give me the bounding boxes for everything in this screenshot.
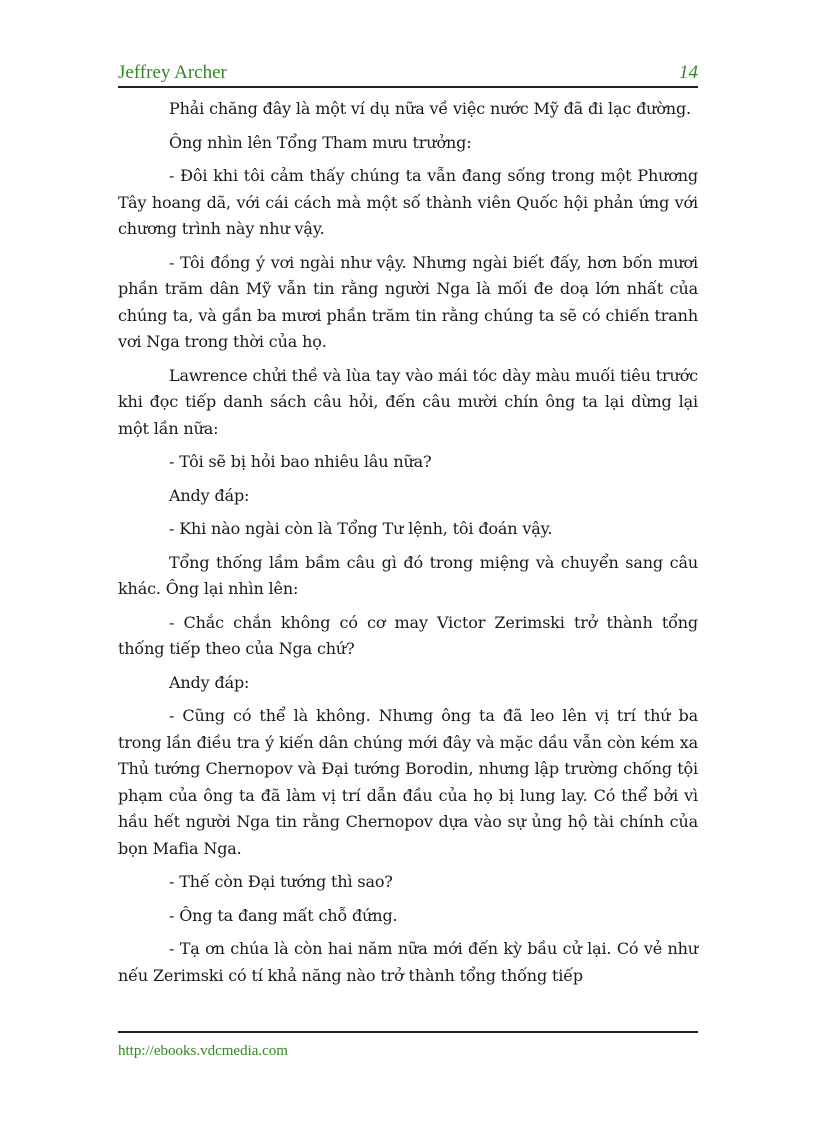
paragraph: - Cũng có thể là không. Nhưng ông ta đã leo lên vị trí thứ ba trong lần điều tra ý kiến dân chúng mới đây và mặc dầu vẫn còn kém xa Thủ tướng Chernopov và Đại tướng Borodin, nhưng lập trường chống tội phạm của ông ta đã làm vị trí dẫn đầu của họ bị lung lay. Có thể bởi vì hầu hết người Nga tin rằng Chernopov dựa vào sự ủng hộ tài chính của bọn Mafia Nga. bbox=[118, 706, 698, 858]
footer-divider bbox=[118, 1031, 698, 1033]
paragraph: Tổng thống lầm bầm câu gì đó trong miệng và chuyển sang câu khác. Ông lại nhìn lên: bbox=[118, 552, 698, 598]
header-page-number: 14 bbox=[679, 62, 698, 83]
paragraph: - Tôi sẽ bị hỏi bao nhiêu lâu nữa? bbox=[169, 452, 432, 471]
book-page bbox=[118, 60, 698, 1060]
paragraph: Ông nhìn lên Tổng Tham mưu trưởng: bbox=[169, 132, 472, 152]
paragraph: Phải chăng đây là một ví dụ nữa về việc nước Mỹ đã đi lạc đường. bbox=[169, 99, 691, 118]
footer-link[interactable]: http://ebooks.vdcmedia.com bbox=[118, 1043, 288, 1059]
page-body bbox=[118, 96, 698, 996]
paragraph: Andy đáp: bbox=[169, 485, 250, 505]
paragraph: - Đôi khi tôi cảm thấy chúng ta vẫn đang sống trong một Phương Tây hoang dã, với cái cách mà một số thành viên Quốc hội phản ứng với chương trình này như vậy. bbox=[118, 166, 698, 238]
paragraph: - Thế còn Đại tướng thì sao? bbox=[169, 872, 393, 891]
header-author: Jeffrey Archer bbox=[118, 62, 227, 83]
paragraph: - Khi nào ngài còn là Tổng Tư lệnh, tôi đoán vậy. bbox=[169, 519, 553, 538]
paragraph: - Chắc chắn không có cơ may Victor Zerimski trở thành tổng thống tiếp theo của Nga chứ? bbox=[118, 612, 698, 658]
paragraph: - Tạ ơn chúa là còn hai năm nữa mới đến kỳ bầu cử lại. Có vẻ như nếu Zerimski có tí khả năng nào trở thành tổng thống tiếp bbox=[118, 939, 698, 985]
paragraph: - Tôi đồng ý vơi ngài như vậy. Nhưng ngài biết đấy, hơn bốn mươi phần trăm dân Mỹ vẫn tin rằng người Nga là mối đe doạ lớn nhất của chúng ta, và gần ba mươi phần trăm tin rằng chúng ta sẽ có chiến tranh vơi Nga trong thời của họ. bbox=[118, 252, 698, 351]
paragraph: - Ông ta đang mất chỗ đứng. bbox=[169, 905, 398, 925]
paragraph: Andy đáp: bbox=[169, 672, 250, 692]
page-header bbox=[118, 60, 698, 88]
paragraph: Lawrence chửi thề và lùa tay vào mái tóc dày màu muối tiêu trước khi đọc tiếp danh sách câu hỏi, đến câu mười chín ông ta lại dừng lại một lần nữa: bbox=[118, 365, 698, 438]
